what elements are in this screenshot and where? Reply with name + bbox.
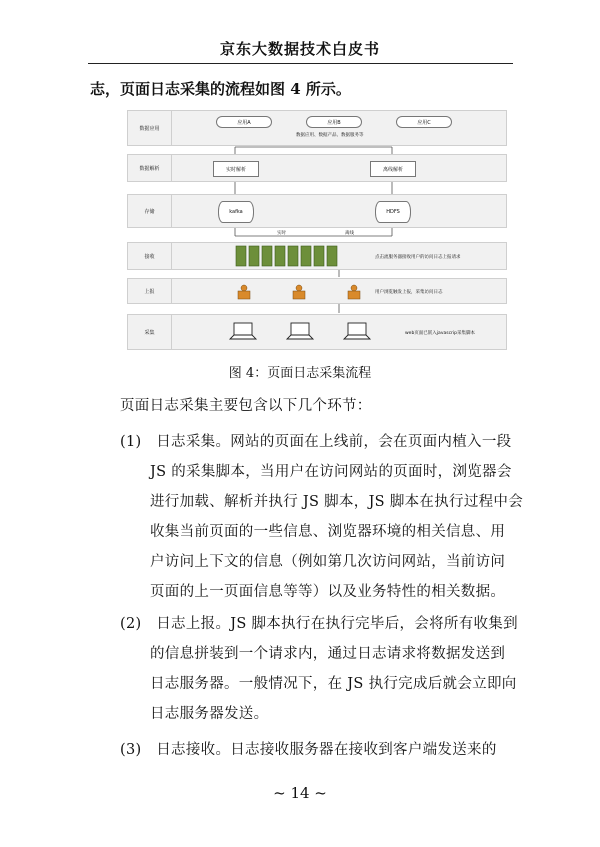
figure-caption: 图 4：页面日志采集流程 [228, 366, 372, 381]
item1-line4: 收集当前页面的一些信息、浏览器环境的相关信息、用 [150, 524, 506, 540]
lane-data-parsing [127, 154, 507, 182]
lane-data-application [127, 110, 507, 146]
report-note: 用户浏览触发上报，采集访问日志 [375, 290, 443, 295]
lane-report [127, 278, 507, 304]
lane-label-report: 上报 [128, 279, 172, 303]
item3-line1: (3) 日志接收。日志接收服务器在接收到客户端发送来的 [120, 742, 497, 758]
collect-note: web页面已嵌入javascrip采集脚本 [405, 331, 476, 336]
kafka-node: kafka [218, 201, 254, 223]
lane-receive [127, 242, 507, 270]
item2-line3: 日志服务器。一般情况下，在 JS 执行完成后就会立即向 [150, 676, 517, 692]
item2-line2: 的信息拼装到一个请求内，通过日志请求将数据发送到 [150, 646, 506, 662]
offline-parse-node: 离线解析 [370, 161, 416, 177]
app-b-node: 应用B [306, 116, 362, 128]
lane-label-storage: 存储 [128, 195, 172, 227]
offline-label: 离线 [345, 231, 354, 236]
page-header: 京东大数据技术白皮书 [219, 40, 380, 58]
app-a-node: 应用A [216, 116, 272, 128]
server-icon [236, 246, 337, 266]
item2-line1: (2) 日志上报。JS 脚本执行在执行完毕后，会将所有收集到 [120, 616, 518, 632]
lane-collect [127, 314, 507, 350]
apps-note: 数据应用、数据产品、数据服务等 [296, 133, 364, 138]
realtime-label: 实时 [277, 231, 286, 236]
item1-line3: 进行加载、解析并执行 JS 脚本，JS 脚本在执行过程中会 [150, 494, 524, 510]
lane-label-data-application: 数据应用 [128, 111, 172, 145]
lead-paragraph: 页面日志采集主要包含以下几个环节： [120, 398, 372, 414]
lane-label-receive: 接收 [128, 243, 172, 269]
item1-line1: (1) 日志采集。网站的页面在上线前，会在页面内植入一段 [120, 434, 512, 450]
header-rule [88, 63, 513, 64]
intro-text: 志，页面日志采集的流程如图 4 所示。 [90, 80, 351, 98]
item2-line4: 日志服务器发送。 [150, 706, 269, 722]
user-group [128, 279, 508, 305]
realtime-parse-node: 实时解析 [213, 161, 259, 177]
item1-line2: JS 的采集脚本，当用户在访问网站的页面时，浏览器会 [150, 464, 512, 480]
lane-storage [127, 194, 507, 228]
app-c-node: 应用C [396, 116, 452, 128]
log-collection-diagram [127, 110, 507, 350]
item1-line6: 页面的上一页面信息等等）以及业务特性的相关数据。 [150, 584, 506, 600]
lane-label-collect: 采集 [128, 315, 172, 349]
item1-line5: 户访问上下文的信息（例如第几次访问网站，当前访问 [150, 554, 506, 570]
receive-note: 点击流服务器接收用户的访问日志上报请求 [375, 255, 461, 260]
page-number: ~ 14 ~ [273, 784, 327, 802]
hdfs-node: HDFS [375, 201, 411, 223]
lane-label-data-parsing: 数据解析 [128, 155, 172, 181]
